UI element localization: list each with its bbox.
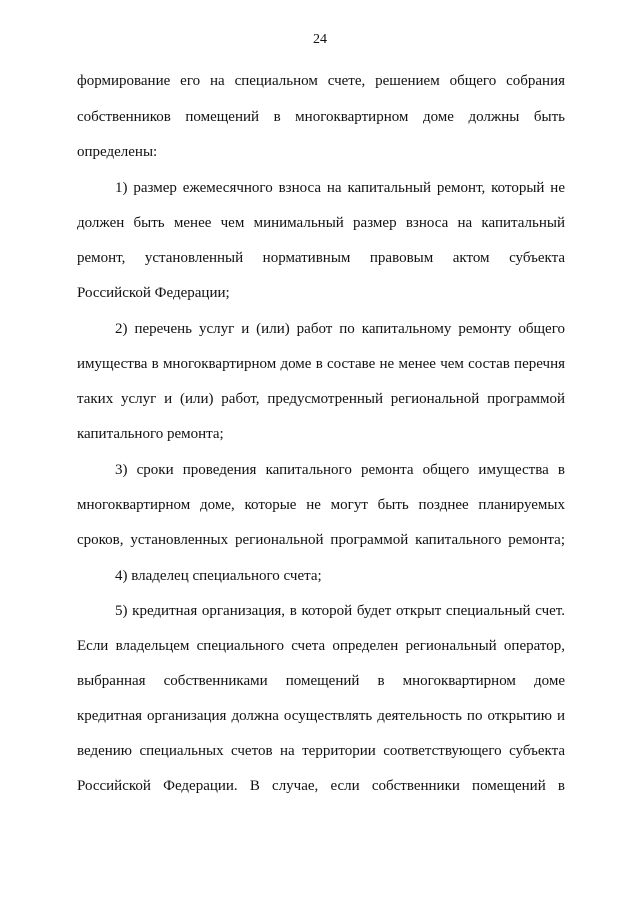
text-line: кредитная организация должна осуществлять деятельность по открытию и — [77, 708, 565, 724]
text-line: имущества в многоквартирном доме в составе не менее чем состав перечня — [77, 356, 565, 372]
text-line: 5) кредитная организация, в которой будет открыт специальный счет. — [115, 603, 565, 619]
text-line: многоквартирном доме, которые не могут быть позднее планируемых — [77, 497, 565, 513]
page-number: 24 — [313, 32, 327, 47]
text-line: Российской Федерации; — [77, 285, 230, 301]
text-line: Российской Федерации. В случае, если собственники помещений в — [77, 778, 565, 794]
text-line: сроков, установленных региональной программой капитального ремонта; — [77, 532, 565, 548]
text-line: 3) сроки проведения капитального ремонта общего имущества в — [115, 462, 565, 478]
text-line: капитального ремонта; — [77, 426, 224, 442]
text-line: 2) перечень услуг и (или) работ по капитальному ремонту общего — [115, 321, 565, 337]
text-line: должен быть менее чем минимальный размер взноса на капитальный — [77, 215, 565, 231]
text-line: 1) размер ежемесячного взноса на капитальный ремонт, который не — [115, 180, 565, 196]
text-line: ремонт, установленный нормативным правовым актом субъекта — [77, 250, 565, 266]
text-line: Если владельцем специального счета определен региональный оператор, — [77, 638, 565, 654]
text-line: ведению специальных счетов на территории соответствующего субъекта — [77, 743, 565, 759]
text-line: собственников помещений в многоквартирном доме должны быть — [77, 109, 565, 125]
text-line: таких услуг и (или) работ, предусмотренный региональной программой — [77, 391, 565, 407]
text-line: 4) владелец специального счета; — [115, 568, 322, 584]
text-line: выбранная собственниками помещений в многоквартирном доме — [77, 673, 565, 689]
text-line: формирование его на специальном счете, решением общего собрания — [77, 73, 565, 89]
text-line: определены: — [77, 144, 158, 160]
